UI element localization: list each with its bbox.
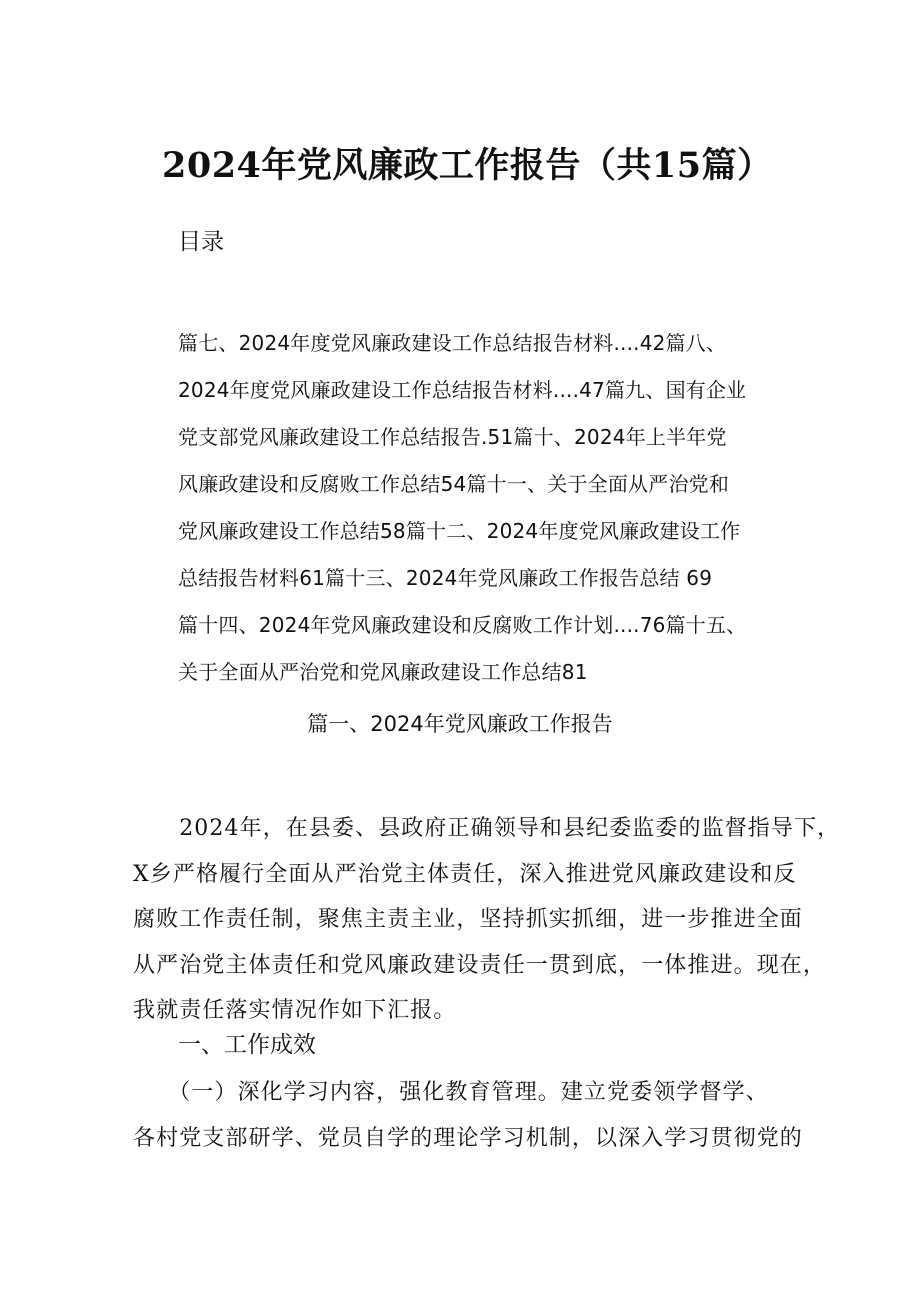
paragraph-line: 从严治党主体责任和党风廉政建设责任一贯到底，一体推进。现在， bbox=[133, 952, 827, 978]
toc-line: 关于全面从严治党和党风廉政建设工作总结81 bbox=[178, 660, 588, 684]
paragraph-1 bbox=[133, 1070, 803, 1161]
toc-line: 篇十四、2024年党风廉政建设和反腐败工作计划....76篇十五、 bbox=[178, 613, 747, 637]
paragraph-line: 2024年，在县委、县政府正确领导和县纪委监委的监督指导下， bbox=[133, 816, 841, 841]
paragraph-line: （一）深化学习内容，强化教育管理。建立党委领学督学、 bbox=[133, 1080, 769, 1105]
toc-line: 总结报告材料61篇十三、2024年党风廉政工作报告总结 69 bbox=[178, 566, 713, 590]
paragraph-line: 腐败工作责任制，聚焦主责主业，坚持抓实抓细，进一步推进全面 bbox=[133, 907, 803, 932]
intro-paragraph bbox=[133, 806, 841, 1034]
toc-line: 2024年度党风廉政建设工作总结报告材料....47篇九、国有企业 bbox=[178, 378, 747, 402]
document-title: 2024年党风廉政工作报告（共15篇） bbox=[162, 145, 773, 186]
toc-line: 风廉政建设和反腐败工作总结54篇十一、关于全面从严治党和 bbox=[178, 472, 730, 496]
toc-heading: 目录 bbox=[178, 229, 224, 255]
section-title: 篇一、2024年党风廉政工作报告 bbox=[307, 712, 613, 736]
toc-line: 党风廉政建设工作总结58篇十二、2024年度党风廉政建设工作 bbox=[178, 519, 741, 543]
paragraph-line: 我就责任落实情况作如下汇报。 bbox=[133, 998, 457, 1023]
paragraph-line: 各村党支部研学、党员自学的理论学习机制，以深入学习贯彻党的 bbox=[133, 1125, 803, 1151]
paragraph-line: X乡严格履行全面从严治党主体责任，深入推进党风廉政建设和反 bbox=[133, 861, 797, 887]
heading-work-results: 一、工作成效 bbox=[178, 1032, 316, 1058]
toc-line: 篇七、2024年度党风廉政建设工作总结报告材料....42篇八、 bbox=[178, 331, 727, 355]
toc-line: 党支部党风廉政建设工作总结报告.51篇十、2024年上半年党 bbox=[178, 425, 727, 449]
table-of-contents bbox=[178, 320, 818, 696]
